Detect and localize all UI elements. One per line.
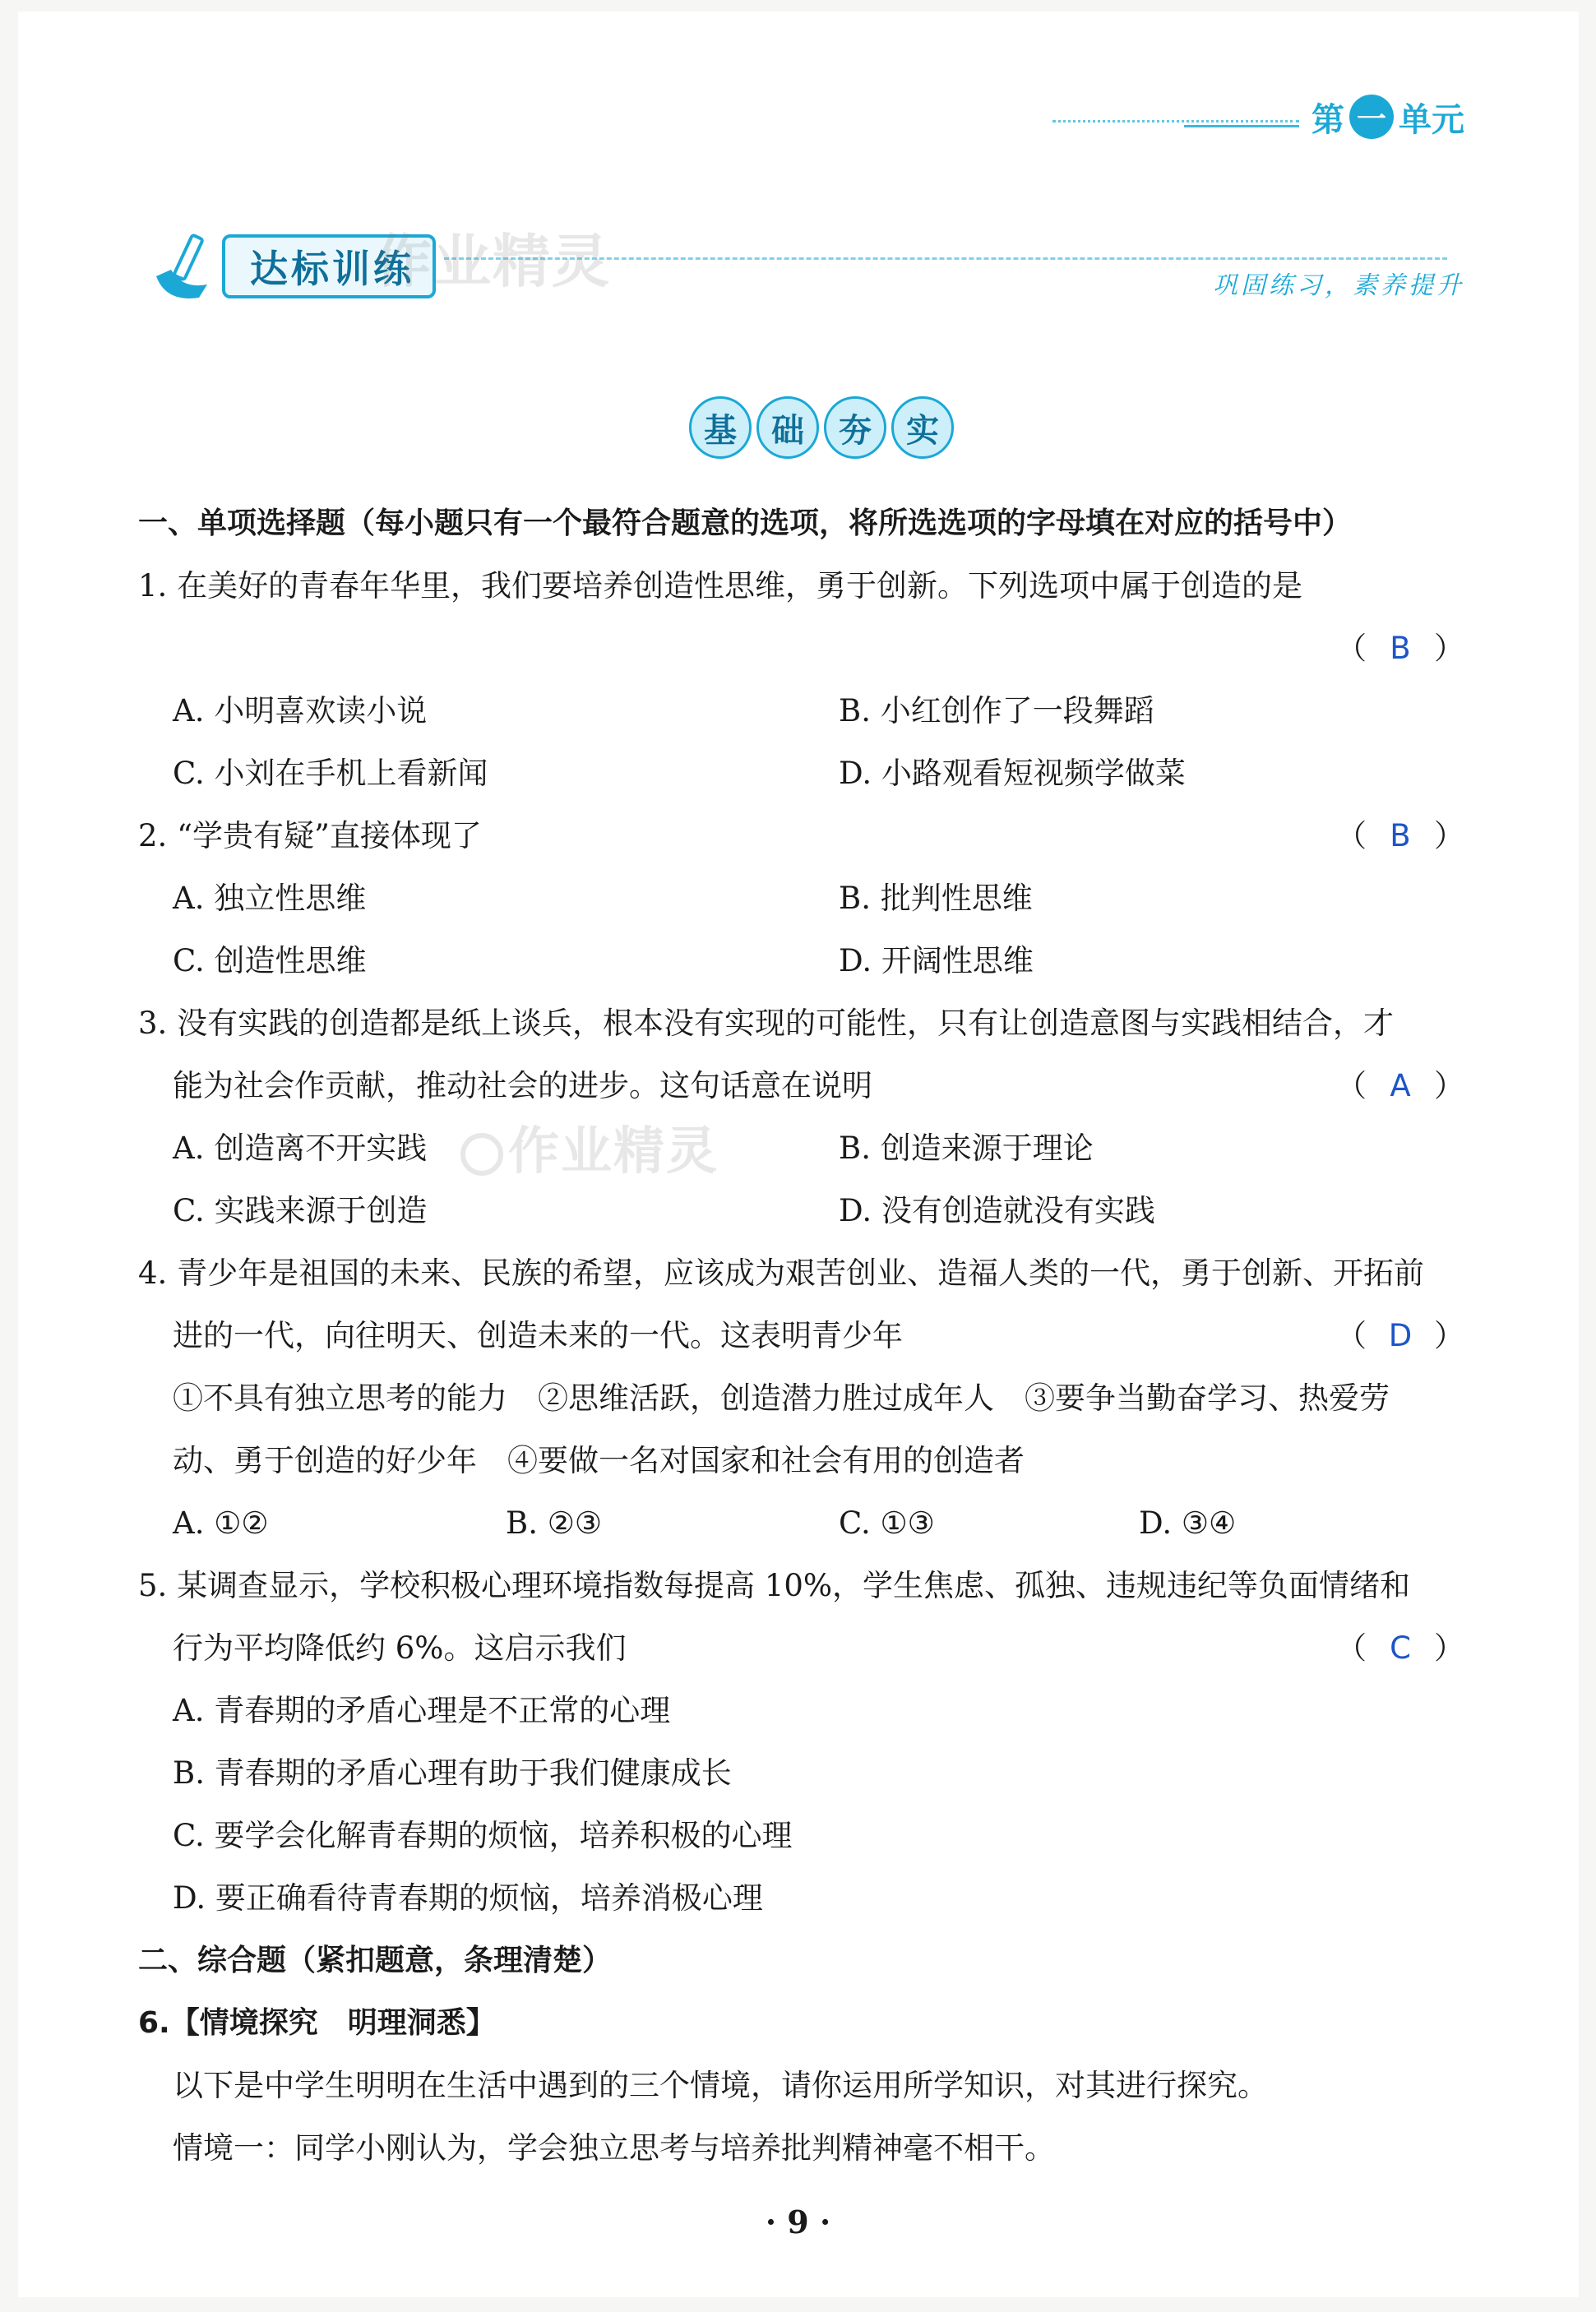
section-title-char: 础 (756, 396, 819, 459)
question-stem: 5. 某调查显示，学校积极心理环境指数每提高 10%，学生焦虑、孤独、违规违纪等负面情绪和 (138, 1568, 1411, 1603)
option: D. 没有创造就没有实践 (839, 1193, 1155, 1228)
option: D. 小路观看短视频学做菜 (839, 756, 1186, 791)
option: C. 小刘在手机上看新闻 (173, 756, 488, 791)
page-number: · 9 · (765, 2203, 831, 2240)
question-stem: 2. “学贵有疑”直接体现了 (138, 818, 482, 853)
option: B. 小红创作了一段舞蹈 (839, 693, 1154, 728)
section-title (689, 396, 954, 459)
option: C. 要学会化解青春期的烦恼，培养积极的心理 (173, 1818, 793, 1853)
answer-letter: C (1390, 1630, 1411, 1666)
option: B. 创造来源于理论 (839, 1131, 1094, 1166)
section-title-char: 基 (689, 396, 752, 459)
unit-label (1311, 92, 1464, 141)
section-title-char: 实 (891, 396, 954, 459)
question-stem: 进的一代，向往明天、创造未来的一代。这表明青少年 (173, 1318, 903, 1353)
option: D. 开阔性思维 (839, 943, 1034, 978)
option: B. 批判性思维 (839, 881, 1033, 916)
pencil-book-icon (150, 227, 229, 306)
option: A. 独立性思维 (173, 881, 367, 916)
question-stem: 行为平均降低约 6%。这启示我们 (173, 1630, 627, 1666)
question-6-title: 6.【情境探究 明理洞悉】 (138, 2006, 496, 2040)
option: C. 实践来源于创造 (173, 1193, 428, 1228)
option: A. 创造离不开实践 (173, 1131, 428, 1166)
option: C. 创造性思维 (173, 943, 367, 978)
section-title-char: 夯 (824, 396, 886, 459)
watermark: 作业精灵 (374, 228, 611, 295)
unit-prefix: 第 (1311, 100, 1344, 139)
watermark: 作业精灵 (460, 1110, 719, 1183)
question-stem: 能为社会作贡献，推动社会的进步。这句话意在说明 (173, 1068, 872, 1103)
option: A. ①② (173, 1505, 269, 1541)
header-dotted-rule (1052, 120, 1299, 123)
question-stem: 1. 在美好的青春年华里，我们要培养创造性思维，勇于创新。下列选项中属于创造的是 (138, 568, 1303, 603)
part1-heading: 一、单项选择题（每小题只有一个最符合题意的选项，将所选选项的字母填在对应的括号中） (138, 506, 1353, 540)
option: A. 小明喜欢读小说 (173, 693, 428, 728)
option: B. ②③ (506, 1505, 603, 1541)
option: C. ①③ (839, 1505, 935, 1541)
answer-bracket: （ C ） (1336, 1628, 1464, 1669)
answer-bracket: （ A ） (1336, 1066, 1464, 1107)
unit-number-badge: 一 (1349, 95, 1394, 139)
answer-letter: A (1390, 1068, 1411, 1103)
question-6-scene-1: 情境一：同学小刚认为，学会独立思考与培养批判精神毫不相干。 (173, 2130, 1055, 2166)
statement-line: ①不具有独立思考的能力 ②思维活跃，创造潜力胜过成年人 ③要争当勤奋学习、热爱劳 (173, 1380, 1390, 1416)
unit-suffix: 单元 (1399, 100, 1464, 139)
question-stem: 4. 青少年是祖国的未来、民族的希望，应该成为艰苦创业、造福人类的一代，勇于创新、开拓前 (138, 1255, 1425, 1291)
question-6-intro: 以下是中学生明明在生活中遇到的三个情境，请你运用所学知识，对其进行探究。 (173, 2068, 1268, 2103)
part2-heading: 二、综合题（紧扣题意，条理清楚） (138, 1944, 613, 1977)
answer-letter: B (1390, 818, 1411, 853)
banner-title: 达标训练 (222, 234, 436, 298)
question-stem: 3. 没有实践的创造都是纸上谈兵，根本没有实现的可能性，只有让创造意图与实践相结合，才 (138, 1006, 1395, 1041)
answer-bracket: （ D ） (1336, 1316, 1464, 1357)
option: A. 青春期的矛盾心理是不正常的心理 (173, 1693, 671, 1728)
banner-subtitle: 巩固练习，素养提升 (1213, 271, 1464, 300)
answer-bracket: （ B ） (1336, 628, 1464, 669)
answer-bracket: （ B ） (1336, 816, 1464, 857)
option: D. ③④ (1139, 1505, 1237, 1541)
watermark-icon (460, 1133, 503, 1176)
option: D. 要正确看待青春期的烦恼，培养消极心理 (173, 1880, 763, 1916)
answer-letter: D (1388, 1318, 1413, 1353)
header-solid-rule (1184, 125, 1299, 127)
statement-line: 动、勇于创造的好少年 ④要做一名对国家和社会有用的创造者 (173, 1443, 1025, 1478)
option: B. 青春期的矛盾心理有助于我们健康成长 (173, 1755, 732, 1791)
answer-letter: B (1390, 631, 1411, 666)
